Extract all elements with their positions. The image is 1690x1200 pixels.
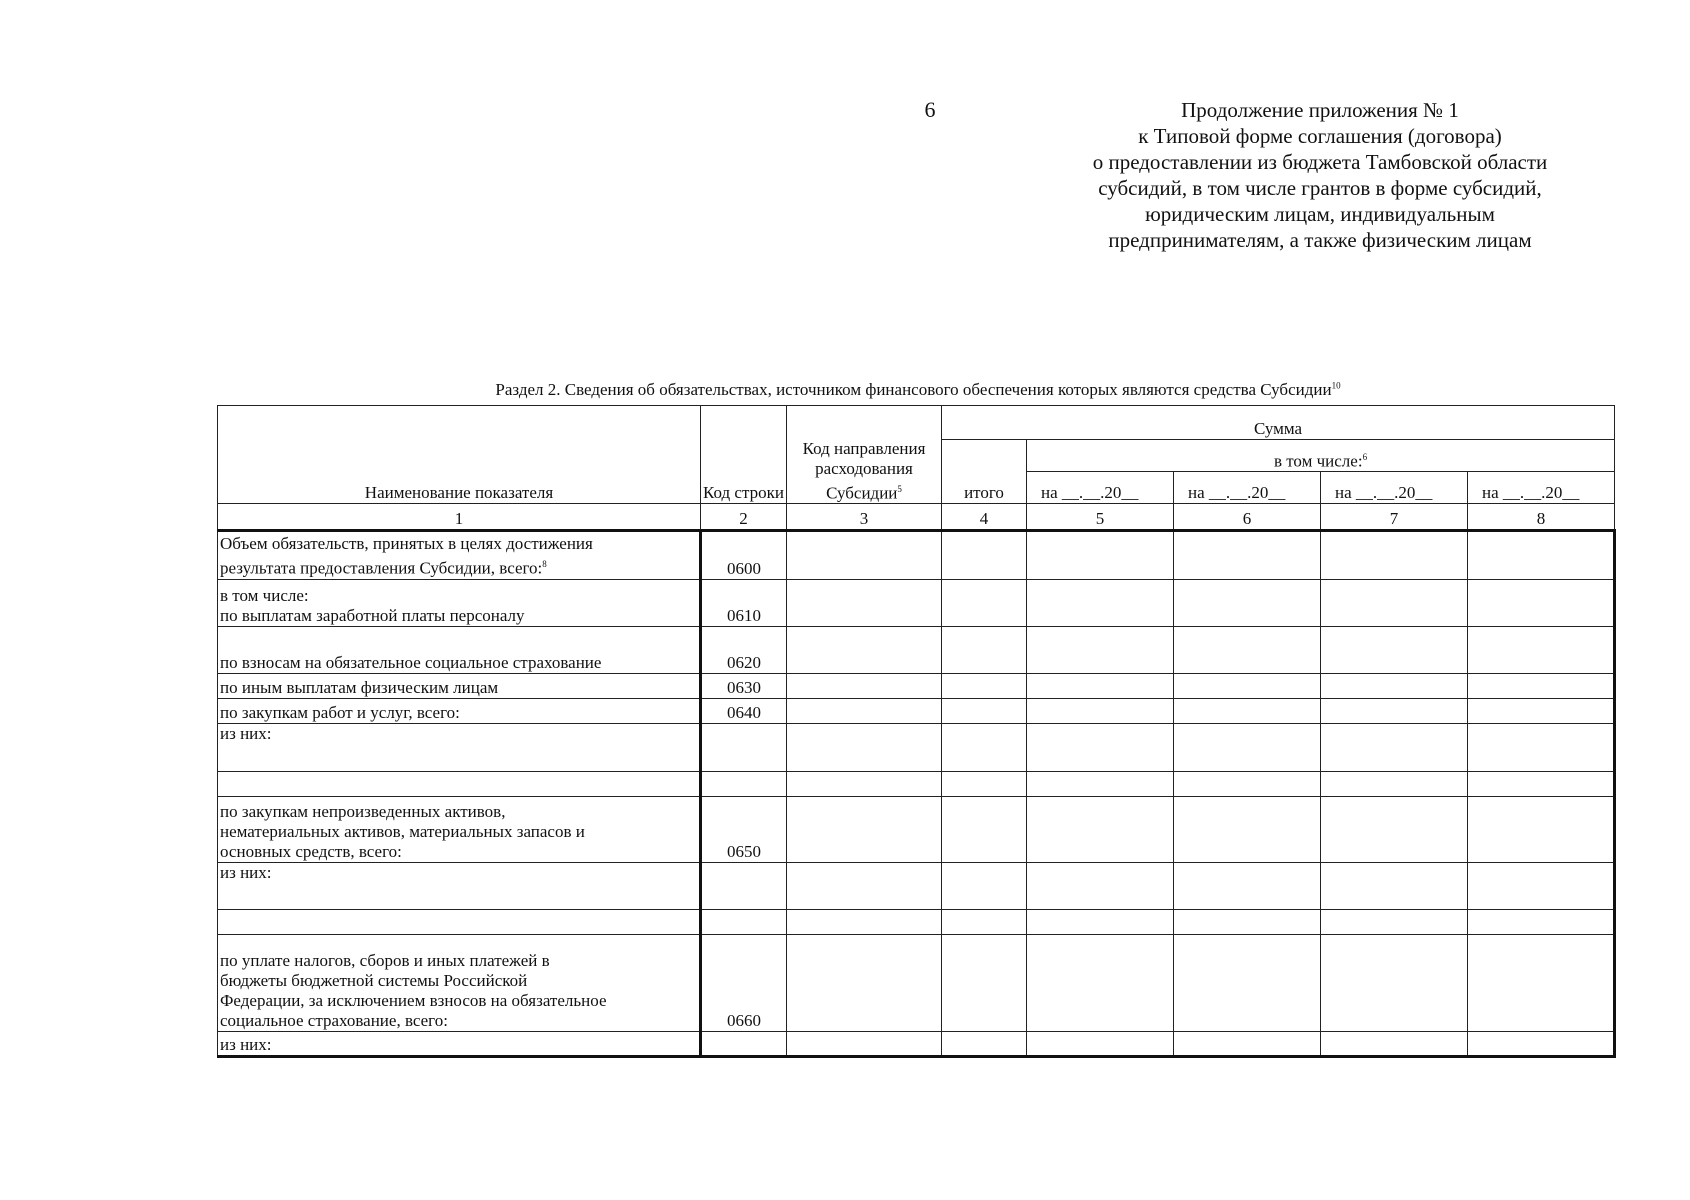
value-cell[interactable] [1174,935,1321,1031]
footnote-marker: 10 [1331,380,1341,391]
appendix-header [1080,97,1560,253]
header-period: на __.__.20__ [1174,472,1321,504]
row-label: в том числе: по выплатам заработной платы персоналу [218,579,701,626]
value-cell[interactable] [1321,863,1468,910]
table-row [218,910,1615,935]
table-row [218,796,1615,862]
value-cell[interactable] [1027,530,1174,579]
column-number: 8 [1468,504,1615,530]
value-cell[interactable] [1468,674,1615,699]
row-code [701,1031,787,1056]
value-cell[interactable] [1321,579,1468,626]
header-period: на __.__.20__ [1321,472,1468,504]
value-cell[interactable] [1174,674,1321,699]
row-code: 0600 [701,530,787,579]
row-label: по закупкам работ и услуг, всего: [218,699,701,724]
value-cell[interactable] [787,674,942,699]
column-number: 5 [1027,504,1174,530]
appendix-header-line: предпринимателям, а также физическим лицам [1108,228,1532,252]
section-title-text: Раздел 2. Сведения об обязательствах, источником финансового обеспечения которых являются средства Субсидии [495,380,1332,399]
value-cell[interactable] [942,771,1027,796]
value-cell[interactable] [1174,771,1321,796]
value-cell[interactable] [1468,724,1615,771]
value-cell[interactable] [1468,1031,1615,1056]
section-title [218,380,1618,400]
row-label: из них: [218,1031,701,1056]
table-row [218,771,1615,796]
table-row [218,863,1615,910]
value-cell[interactable] [1027,674,1174,699]
table-row [218,1031,1615,1056]
value-cell[interactable] [1468,699,1615,724]
header-incl [1027,440,1615,472]
value-cell[interactable] [1321,935,1468,1031]
value-cell[interactable] [942,935,1027,1031]
value-cell[interactable] [942,910,1027,935]
column-number: 3 [787,504,942,530]
table-row [218,935,1615,1031]
row-label [218,910,701,935]
value-cell[interactable] [1468,910,1615,935]
table-row [218,699,1615,724]
row-label: по уплате налогов, сборов и иных платежей в бюджеты бюджетной системы Российской Федерации, за исключением взносов на обязательное социальное страхование, всего: [218,935,701,1031]
header-name: Наименование показателя [218,406,701,504]
header-direction-text: Код направления расходования Субсидии [802,438,926,503]
column-number: 7 [1321,504,1468,530]
row-code [701,771,787,796]
appendix-header-line: юридическим лицам, индивидуальным [1145,202,1495,226]
value-cell[interactable] [1174,796,1321,862]
value-cell[interactable] [1174,724,1321,771]
row-code: 0610 [701,579,787,626]
value-cell[interactable] [1027,935,1174,1031]
value-cell[interactable] [942,863,1027,910]
appendix-header-line: субсидий, в том числе грантов в форме субсидий, [1098,176,1542,200]
column-number: 1 [218,504,701,530]
value-cell[interactable] [787,579,942,626]
value-cell[interactable] [1027,863,1174,910]
value-cell[interactable] [942,796,1027,862]
row-code: 0660 [701,935,787,1031]
value-cell[interactable] [1027,1031,1174,1056]
value-cell[interactable] [1468,579,1615,626]
value-cell[interactable] [787,530,942,579]
value-cell[interactable] [787,699,942,724]
obligations-table [217,405,1616,1058]
footnote-marker: 8 [542,559,547,570]
value-cell[interactable] [1321,1031,1468,1056]
value-cell[interactable] [1174,863,1321,910]
header-period: на __.__.20__ [1468,472,1615,504]
value-cell[interactable] [1174,626,1321,673]
value-cell[interactable] [942,626,1027,673]
value-cell[interactable] [1321,530,1468,579]
value-cell[interactable] [942,530,1027,579]
value-cell[interactable] [1468,626,1615,673]
row-code: 0650 [701,796,787,862]
row-code [701,724,787,771]
value-cell[interactable] [1468,863,1615,910]
value-cell[interactable] [1321,771,1468,796]
value-cell[interactable] [1321,699,1468,724]
value-cell[interactable] [942,1031,1027,1056]
row-label: Объем обязательств, принятых в целях достижения результата предоставления Субсидии, всего:$^8$ [218,530,701,579]
value-cell[interactable] [1321,910,1468,935]
table-row [218,530,1615,579]
appendix-header-line: о предоставлении из бюджета Тамбовской области [1092,150,1548,174]
row-code: 0620 [701,626,787,673]
appendix-header-line: к Типовой форме соглашения (договора) [1138,124,1502,148]
table-row [218,674,1615,699]
value-cell[interactable] [1027,699,1174,724]
row-label: по взносам на обязательное социальное страхование [218,626,701,673]
value-cell[interactable] [787,771,942,796]
value-cell[interactable] [1468,771,1615,796]
page-number: 6 [924,97,936,122]
value-cell[interactable] [1468,796,1615,862]
value-cell[interactable] [1027,724,1174,771]
value-cell[interactable] [787,863,942,910]
value-cell[interactable] [787,1031,942,1056]
value-cell[interactable] [1174,1031,1321,1056]
appendix-header-line: Продолжение приложения № 1 [1181,98,1459,122]
row-label: из них: [218,724,701,771]
value-cell[interactable] [1027,626,1174,673]
header-code: Код строки [701,406,787,504]
value-cell[interactable] [1321,796,1468,862]
header-period: на __.__.20__ [1027,472,1174,504]
header-itogo: итого [942,440,1027,504]
column-number: 6 [1174,504,1321,530]
value-cell[interactable] [1174,530,1321,579]
value-cell[interactable] [787,910,942,935]
row-label: из них: [218,863,701,910]
header-direction [787,406,942,504]
value-cell[interactable] [787,935,942,1031]
value-cell[interactable] [1468,935,1615,1031]
value-cell[interactable] [1174,910,1321,935]
row-code: 0640 [701,699,787,724]
value-cell[interactable] [787,724,942,771]
value-cell[interactable] [1027,910,1174,935]
value-cell[interactable] [1174,699,1321,724]
row-code [701,910,787,935]
column-number: 2 [701,504,787,530]
value-cell[interactable] [942,699,1027,724]
value-cell[interactable] [1027,796,1174,862]
row-code: 0630 [701,674,787,699]
value-cell[interactable] [787,796,942,862]
value-cell[interactable] [1027,771,1174,796]
column-number: 4 [942,504,1027,530]
table-row [218,626,1615,673]
header-sum: Сумма [942,406,1615,440]
value-cell[interactable] [942,724,1027,771]
table-row [218,579,1615,626]
value-cell[interactable] [1321,674,1468,699]
footnote-marker: 5 [897,483,902,494]
value-cell[interactable] [787,626,942,673]
footnote-marker: 6 [1362,451,1368,462]
value-cell[interactable] [1321,724,1468,771]
header-incl-text: в том числе: [1273,451,1363,471]
row-label: по иным выплатам физическим лицам [218,674,701,699]
value-cell[interactable] [1321,626,1468,673]
value-cell[interactable] [1027,579,1174,626]
value-cell[interactable] [1468,530,1615,579]
row-label: по закупкам непроизведенных активов, нематериальных активов, материальных запасов и основных средств, всего: [218,796,701,862]
row-label [218,771,701,796]
row-code [701,863,787,910]
value-cell[interactable] [942,579,1027,626]
table-row [218,724,1615,771]
value-cell[interactable] [1174,579,1321,626]
value-cell[interactable] [942,674,1027,699]
